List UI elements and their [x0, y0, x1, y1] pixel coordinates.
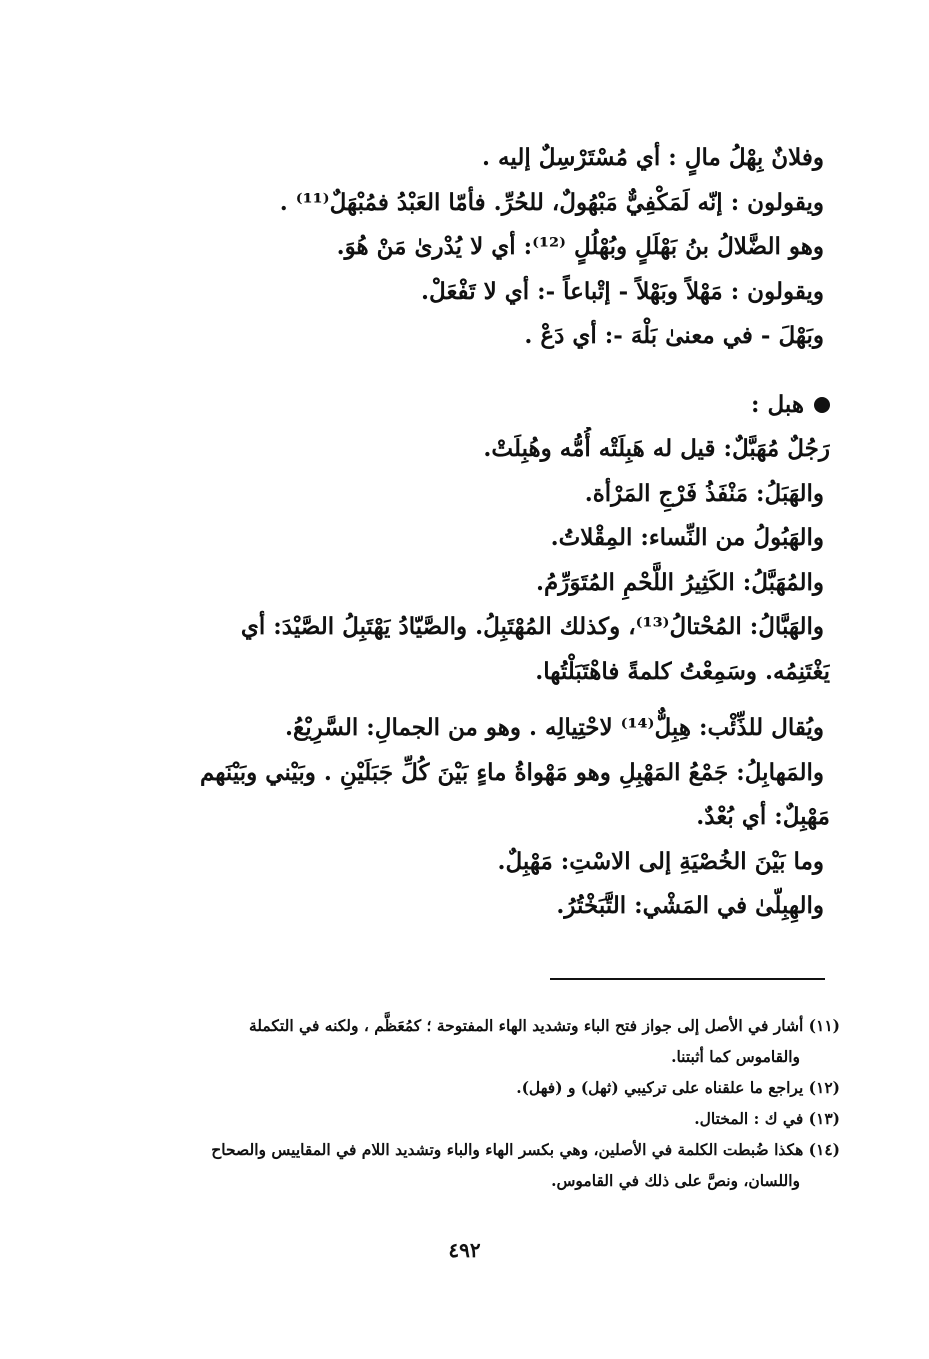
section-heading — [95, 383, 830, 428]
text-line: وبَهْلَ - في معنىٰ بَلْهَ -: أي دَعْ . — [524, 322, 824, 349]
footnote-line: (١٤) هكذا ضُبطت الكلمة في الأصلين، وهي بكسر الهاء والباء وتشديد اللام في المقاييس والصحاح — [211, 1140, 840, 1159]
bullet-icon — [814, 397, 830, 413]
text-line: ويُقال للذِّئْب: هِبِلٌّ⁽¹⁴⁾ لاحْتِيالِه . وهو من الجمالِ: السَّرِيْعُ. — [285, 714, 824, 741]
text-line: وهو الضَّلالُ بنُ بَهْلَلٍ وبُهْلُلٍ ⁽¹²⁾: أي لا يُدْرىٰ مَنْ هُوَ. — [336, 233, 824, 260]
footnote-line: والقاموس كما أثبتنا. — [671, 1047, 800, 1066]
text-line: والمَهابِلُ: جَمْعُ المَهْبِلِ وهو مَهْواةُ ماءٍ بَيْنَ كُلِّ جَبَلَيْنِ . وبَيْني وبَيْنَهم — [199, 758, 824, 786]
footnotes-block — [110, 1010, 840, 1196]
main-text-block — [95, 136, 830, 929]
text-line: ويقولون : مَهْلاً وبَهْلاً - إتْباعاً -: أي لا تَفْعَلْ. — [421, 277, 824, 305]
text-line: ويقولون : إنّه لَمَكْفِيٌّ مَبْهُولٌ، للحُرِّ. فأمّا العَبْدُ فمُبْهَلٌ⁽¹¹⁾ . — [279, 188, 824, 216]
text-line: وفلانٌ بِهْلُ مالٍ : أي مُسْتَرْسِلٌ إليه . — [482, 144, 824, 171]
text-line: يَغْتَنِمُه. وسَمِعْتُ كلمةً فاهْتَبَلْتُها. — [535, 657, 830, 685]
page-number: ٤٩٢ — [448, 1238, 481, 1262]
text-line: مَهْبِلٌ: أي بُعْدٌ. — [696, 803, 830, 830]
footnote-divider — [550, 978, 825, 980]
text-line: والمُهَبَّلُ: الكَثِيرُ اللَّحْمِ المُتَوَرِّمُ. — [536, 568, 824, 596]
text-line: والهَبُولُ من النِّساء: المِقْلاتُ. — [550, 524, 824, 551]
heading-label: هبل : — [751, 390, 804, 418]
footnote-line: واللسان، ونصَّ على ذلك في القاموس. — [551, 1171, 800, 1190]
text-line: وما بَيْنَ الخُصْيَةِ إلى الاسْتِ: مَهْبِلٌ. — [497, 847, 824, 875]
paragraph-gap — [95, 359, 830, 383]
footnote-line: (١٣) في ك : المختال. — [694, 1109, 840, 1128]
text-line: رَجُلٌ مُهَبَّلٌ: قيل له هَبِلَتْه أُمُّه وهُبِلَتْ. — [483, 435, 830, 462]
footnote-line: (١١) أشار في الأصل إلى جواز فتح الباء وتشديد الهاء المفتوحة ؛ كمُعَظَّم ، ولكنه في التكملة — [248, 1016, 840, 1035]
text-line: والهِبِلّىٰ في المَشْي: التَّبَخْتُرُ. — [556, 892, 824, 919]
footnote-line: (١٢) يراجع ما علقناه على تركيبي (ثهل) و (فهل). — [516, 1078, 840, 1097]
text-line: والهَبَلُ: مَنْفَذُ فَرْجِ المَرْأة. — [584, 479, 824, 507]
text-line: والهَبَّالُ: المُحْتالُ⁽¹³⁾، وكذلك المُهْتَبِلُ. والصَّيّادُ يَهْتَبِلُ الصَّيْدَ: أي — [240, 613, 824, 640]
